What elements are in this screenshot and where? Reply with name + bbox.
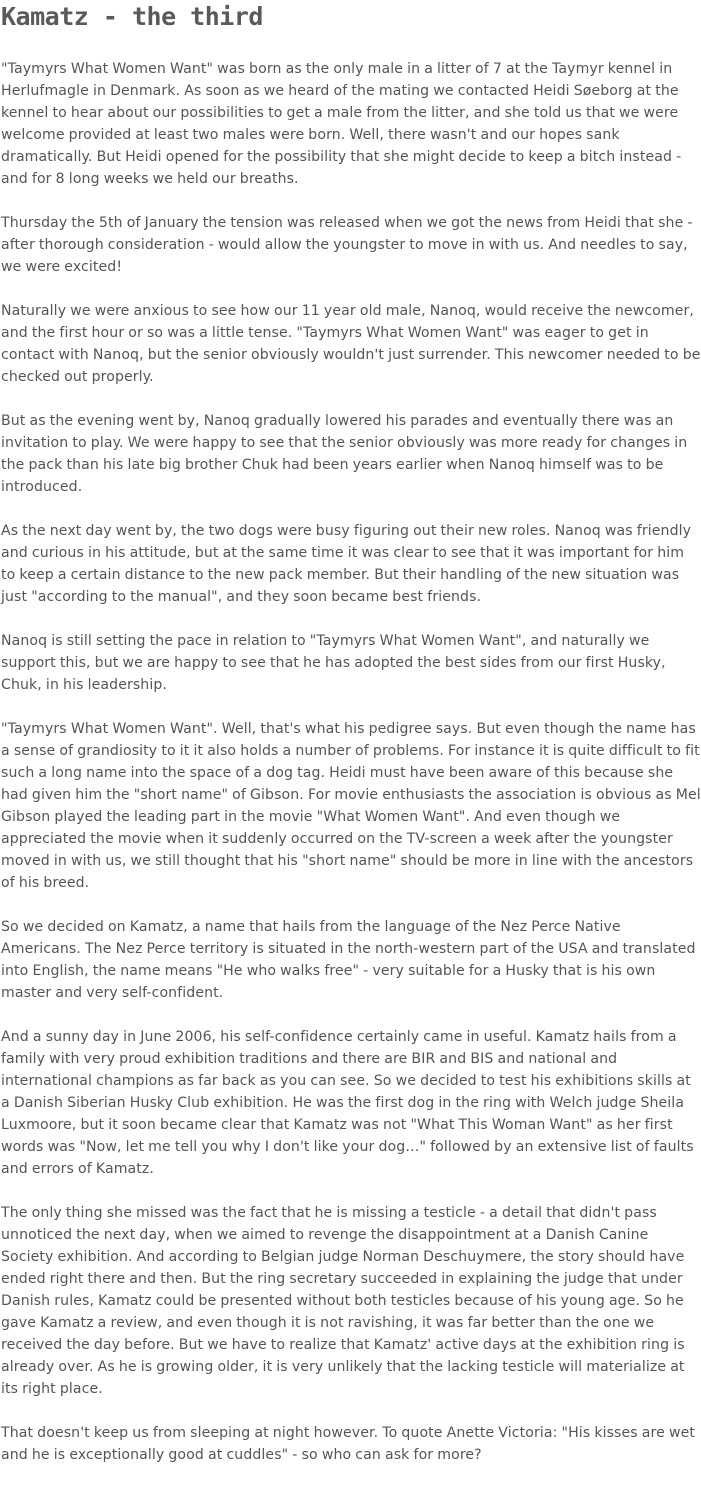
paragraph-1: "Taymyrs What Women Want" was born as the only male in a litter of 7 at the Taymyr kennel in Herlufmagle in Denmark. As soon as we heard of the mating we contacted Heidi Søeborg at the kennel to hear about our possibilities to get a male from the litter, and she told us that we were welcome provided at least two males were born. Well, there wasn't and our hopes sank dramatically. But Heidi opened for the possibility that she might decide to keep a bitch instead - and for 8 long weeks we held our breaths.: [1, 61, 682, 187]
paragraph-11: That doesn't keep us from sleeping at night however. To quote Anette Victoria: "His kisses are wet and he is exceptionally good at cuddles" - so who can ask for more?: [1, 1425, 695, 1463]
paragraph-2: Thursday the 5th of January the tension was released when we got the news from Heidi that she - after thorough consideration - would allow the youngster to move in with us. And needles to say, we were excited!: [1, 215, 693, 275]
paragraph-4: But as the evening went by, Nanoq gradually lowered his parades and eventually there was an invitation to play. We were happy to see that the senior obviously was more ready for changes in the pack than his late big brother Chuk had been years earlier when Nanoq himself was to be introduced.: [1, 413, 688, 495]
paragraph-5: As the next day went by, the two dogs were busy figuring out their new roles. Nanoq was friendly and curious in his attitude, but at the same time it was clear to see that it was important for him to keep a certain distance to the new pack member. But their handling of the new situation was just "according to the manual", and they soon became best friends.: [1, 523, 692, 605]
paragraph-10: The only thing she missed was the fact that he is missing a testicle - a detail that didn't pass unnoticed the next day, when we aimed to revenge the disappointment at a Danish Canine Society exhibition. And according to Belgian judge Norman Deschuymere, the story should have ended right there and then. But the ring secretary succeeded in explaining the judge that under Danish rules, Kamatz could be presented without both testicles because of his young age. So he gave Kamatz a review, and even though it is not ravishing, it was far better than the one we received the day before. But we have to realize that Kamatz' active days at the exhibition ring is already over. As he is growing older, it is very unlikely that the lacking testicle will materialize at its right place.: [1, 1205, 685, 1397]
paragraph-9: And a sunny day in June 2006, his self-confidence certainly came in useful. Kamatz hails from a family with very proud exhibition traditions and there are BIR and BIS and national and international champions as far back as you can see. So we decided to test his exhibitions skills at a Danish Siberian Husky Club exhibition. He was the first dog in the ring with Welch judge Sheila Luxmoore, but it soon became clear that Kamatz was not "What This Woman Want" as her first words was "Now, let me tell you why I don't like your dog…" followed by an extensive list of faults and errors of Kamatz.: [1, 1029, 694, 1177]
paragraph-3: Naturally we were anxious to see how our 11 year old male, Nanoq, would receive the newcomer, and the first hour or so was a little tense. "Taymyrs What Women Want" was eager to get in contact with Nanoq, but the senior obviously wouldn't just surrender. This newcomer needed to be checked out properly.: [1, 303, 701, 385]
paragraph-7: "Taymyrs What Women Want". Well, that's what his pedigree says. But even though the name has a sense of grandiosity to it it also holds a number of problems. For instance it is quite difficult to fit such a long name into the space of a dog tag. Heidi must have been aware of this because she had given him the "short name" of Gibson. For movie enthusiasts the association is obvious as Mel Gibson played the leading part in the movie "What Women Want". And even though we appreciated the movie when it suddenly occurred on the TV-screen a week after the youngster moved in with us, we still thought that his "short name" should be more in line with the ancestors of his breed.: [1, 721, 701, 891]
paragraph-6: Nanoq is still setting the pace in relation to "Taymyrs What Women Want", and naturally we support this, but we are happy to see that he has adopted the best sides from our first Husky, Chuk, in his leadership.: [1, 633, 666, 693]
article-title: Kamatz - the third: [1, 2, 263, 31]
paragraph-8: So we decided on Kamatz, a name that hails from the language of the Nez Perce Native Americans. The Nez Perce territory is situated in the north-western part of the USA and translated into English, the name means "He who walks free" - very suitable for a Husky that is his own master and very self-confident.: [1, 919, 696, 1001]
article-body: [1, 58, 701, 1466]
